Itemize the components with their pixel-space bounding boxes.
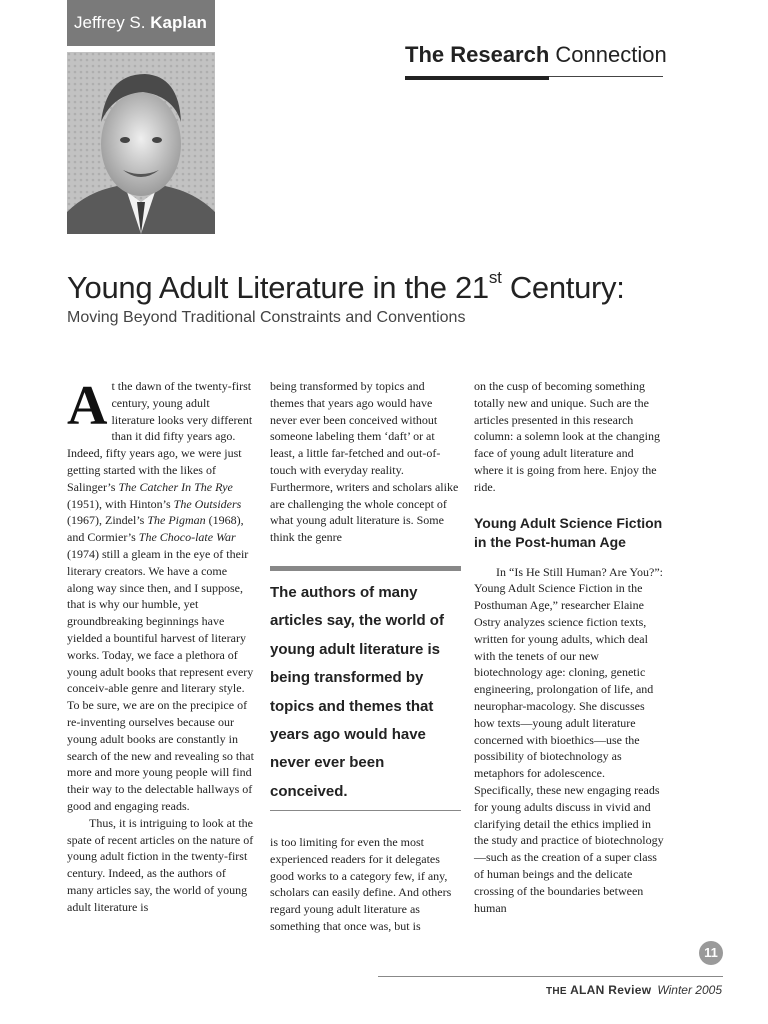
body-column-2-top bbox=[270, 378, 460, 546]
section-heading: Young Adult Science Fiction in the Post-human Age bbox=[474, 514, 663, 550]
footer bbox=[546, 983, 722, 997]
page-number-badge: 11 bbox=[699, 941, 723, 965]
column-title-light: Connection bbox=[555, 42, 667, 67]
book-title: The Catcher In The Rye bbox=[118, 479, 233, 494]
body-text: (1974) still a gleam in the eye of their literary creators. We have a come along way since then, and I suppose, that is why our humble, yet groundbreaking beginnings have yielded a bountiful harvest of literary works. Today, we face a plethora of young adult books that represent every conceiv-able genre and literary style. To be sure, we are on the precipice of re-inventing ourselves because our young adult books are constantly in search of the new and revealing so that more and more young people will find their way to the delectable hallways of good and engaging reads. bbox=[67, 546, 254, 813]
column-title-bold: The Research bbox=[405, 42, 550, 67]
author-portrait-image bbox=[67, 52, 215, 234]
pullquote: The authors of many articles say, the world of young adult literature is being transformed by topics and themes that years ago would have never ever been conceived. bbox=[270, 584, 444, 800]
pullquote-top-rule bbox=[270, 566, 461, 571]
book-title: The Pigman bbox=[147, 513, 206, 528]
article-title-sup: st bbox=[488, 268, 502, 287]
book-title: The Outsiders bbox=[173, 496, 242, 511]
body-paragraph: is too limiting for even the most experienced readers for it delegates good works to a category few, if any, scholars can easily define. And others regard young adult literature as something that once was, but is bbox=[270, 835, 452, 933]
article-title bbox=[67, 270, 625, 306]
column-title bbox=[405, 42, 667, 68]
author-photo bbox=[67, 52, 215, 234]
column-title-accent-rule bbox=[405, 76, 549, 80]
journal-name bbox=[546, 983, 651, 997]
body-paragraph: on the cusp of becoming something totally new and unique. Such are the articles presented in this research column: a solemn look at the changing face of young adult literature and where it is going from here. Enjoy the ride. bbox=[474, 379, 660, 494]
body-text: (1967), Zindel’s bbox=[67, 513, 148, 528]
body-text: t the dawn of the twenty-first century, young adult literature looks very different than it did fifty years ago. Indeed, fifty years ago, we were just getting started with the likes of Salinger’s bbox=[67, 379, 253, 494]
pullquote-bottom-rule bbox=[270, 810, 461, 811]
article-title-end: Century: bbox=[501, 270, 625, 305]
body-paragraph: Thus, it is intriguing to look at the spate of recent articles on the nature of young adult fiction in the twenty-first century. Indeed, as the authors of many articles say, the world of young adult literature is bbox=[67, 815, 254, 914]
body-paragraph: In “Is He Still Human? Are You?”: Young Adult Science Fiction in the Posthuman Age,” researcher Elaine Ostry analyzes science fiction texts, written for young adults, which deal with the tenets of our new biotechnology age: cloning, genetic engineering, prolongation of life, and neurophar-macology. She discusses how texts—young adult literature concerned with bioethics—use the possibility of biotechnology as metaphors for adolescence. Specifically, these new engaging reads for young adults discuss in vivid and clarifying detail the ethics implied in the study and practice of biotechnology—such as the creation of a super class of human beings and the delicate crossing of the boundaries between human bbox=[474, 564, 664, 915]
body-column-2-bottom bbox=[270, 834, 460, 935]
body-column-1 bbox=[67, 375, 255, 916]
article-title-text: Young Adult Literature in the 21 bbox=[67, 270, 489, 305]
body-paragraph: being transformed by topics and themes that years ago would have never ever been conceived without someone labeling them ‘daft’ or at least, a little far-fetched and out-of-touch with everyday reality. Furthermore, writers and scholars alike are challenging the whole concept of what young adult literature is. Some think the genre bbox=[270, 379, 459, 545]
body-text: (1968), and Cormier’s bbox=[67, 513, 244, 545]
journal-the: THE bbox=[545, 986, 567, 997]
article-subtitle: Moving Beyond Traditional Constraints and Conventions bbox=[67, 309, 466, 326]
body-column-3 bbox=[474, 378, 664, 916]
author-first: Jeffrey S. bbox=[74, 13, 146, 32]
drop-cap: A bbox=[67, 375, 108, 437]
body-paragraph bbox=[67, 375, 255, 815]
body-text: (1951), with Hinton’s bbox=[67, 496, 174, 511]
journal-title: ALAN Review bbox=[570, 983, 652, 997]
author-last: Kaplan bbox=[150, 13, 207, 32]
book-title: The Choco-late War bbox=[138, 530, 236, 545]
issue-label: Winter 2005 bbox=[657, 983, 722, 997]
author-name bbox=[67, 0, 215, 46]
footer-rule bbox=[378, 976, 723, 977]
